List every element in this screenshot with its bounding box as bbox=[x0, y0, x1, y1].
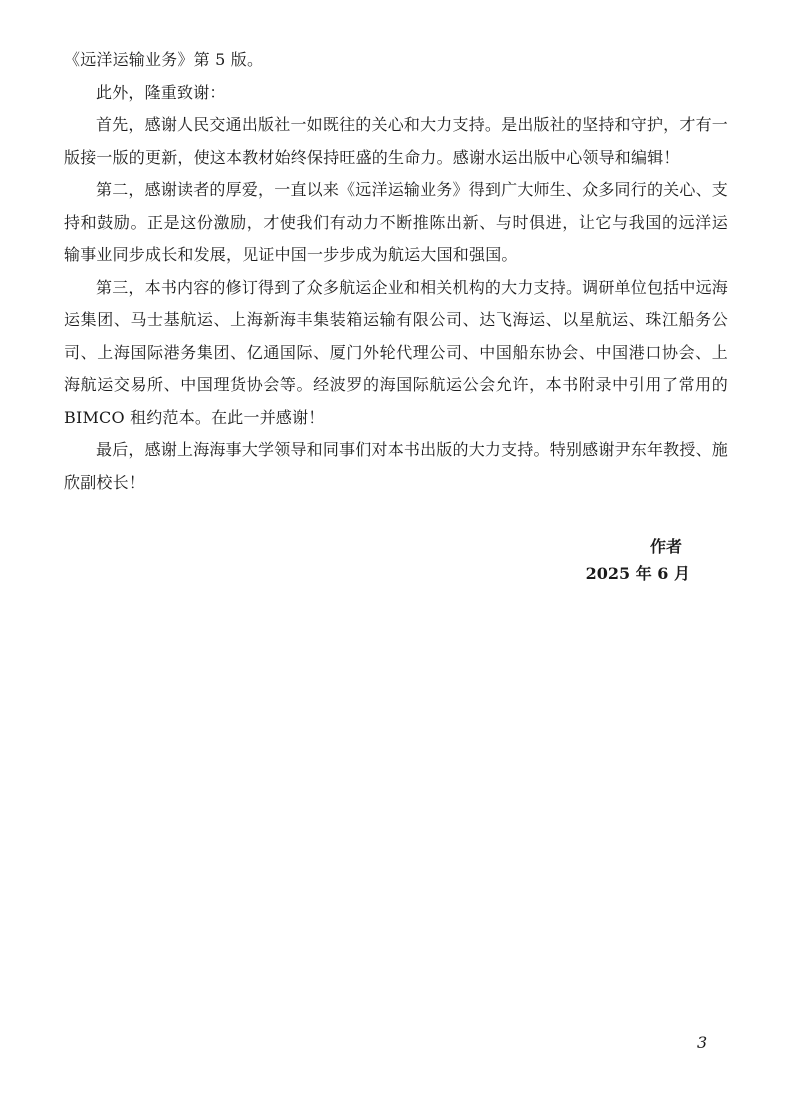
paragraph-last: 最后，感谢上海海事大学领导和同事们对本书出版的大力支持。特别感谢尹东年教授、施欣副校长！ bbox=[64, 440, 728, 492]
acknowledgement-body bbox=[64, 44, 728, 499]
signature-date: 2025 年 6 月 bbox=[585, 564, 690, 583]
paragraph-third: 第三，本书内容的修订得到了众多航运企业和相关机构的大力支持。调研单位包括中远海运集团、马士基航运、上海新海丰集装箱运输有限公司、达飞海运、以星航运、珠江船务公司、上海国际港务集团、亿通国际、厦门外轮代理公司、中国船东协会、中国港口协会、上海航运交易所、中国理货协会等。经波罗的海国际航运公会允许，本书附录中引用了常用的 BIMCO 租约范本。在此一并感谢！ bbox=[64, 277, 728, 427]
paragraph-continuation: 《远洋运输业务》第 5 版。 bbox=[64, 50, 264, 69]
signature-author: 作者 bbox=[649, 537, 682, 556]
page-number: 3 bbox=[697, 1033, 708, 1052]
paragraph-thanks-intro: 此外，隆重致谢： bbox=[96, 82, 226, 102]
paragraph-second: 第二，感谢读者的厚爱，一直以来《远洋运输业务》得到广大师生、众多同行的关心、支持和鼓励。正是这份激励，才使我们有动力不断推陈出新、与时俱进，让它与我国的远洋运输事业同步成长和发展，见证中国一步步成为航运大国和强国。 bbox=[64, 180, 728, 264]
signature-block bbox=[586, 533, 690, 587]
paragraph-first: 首先，感谢人民交通出版社一如既往的关心和大力支持。是出版社的坚持和守护，才有一版接一版的更新，使这本教材始终保持旺盛的生命力。感谢水运出版中心领导和编辑！ bbox=[64, 115, 728, 167]
